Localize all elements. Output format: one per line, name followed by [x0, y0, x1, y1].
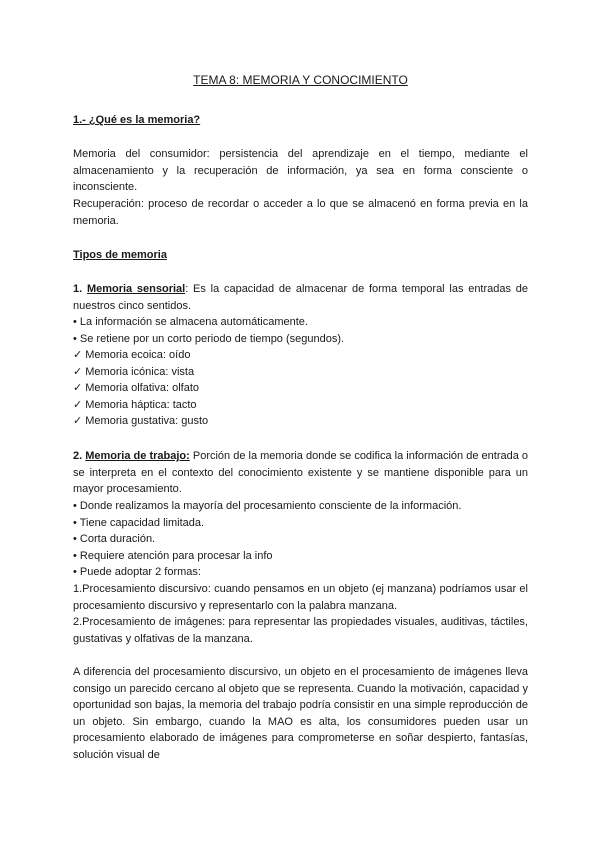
check-item: ✓ Memoria háptica: tacto	[73, 398, 197, 411]
list-item: • Puede adoptar 2 formas:	[73, 566, 201, 578]
term-memoria-trabajo: Memoria de trabajo:	[85, 450, 190, 462]
paragraph-memoria-sensorial	[73, 281, 528, 314]
trabajo-bullet-list	[73, 498, 528, 581]
sensorial-bullet-list	[73, 314, 528, 430]
list-item: • Donde realizamos la mayoría del procesamiento consciente de la información.	[73, 500, 462, 512]
list-item: • La información se almacena automáticamente.	[73, 316, 308, 328]
paragraph-memoria-consumidor: Memoria del consumidor: persistencia del aprendizaje en el tiempo, mediante el almacenamiento y la recuperación de información, ya sea en forma consciente o inconsciente.	[73, 148, 528, 193]
item-number: 1.	[73, 283, 87, 295]
section-heading-tipos: Tipos de memoria	[73, 249, 167, 261]
list-item: • Se retiene por un corto periodo de tiempo (segundos).	[73, 332, 345, 345]
forma-procesamiento-imagenes: 2.Procesamiento de imágenes: para representar las propiedades visuales, auditivas, táctiles, gustativas y olfativas de la manzana.	[73, 616, 528, 645]
term-memoria-sensorial: Memoria sensorial	[86, 283, 186, 295]
check-item: ✓ Memoria icónica: vista	[73, 365, 195, 378]
list-item: • Requiere atención para procesar la info	[73, 549, 273, 562]
check-item: ✓ Memoria ecoica: oído	[73, 349, 191, 361]
section-heading-memoria: 1.- ¿Qué es la memoria?	[73, 114, 201, 126]
paragraph-recuperacion: Recuperación: proceso de recordar o acceder a lo que se almacenó en forma previa en la memoria.	[73, 198, 528, 227]
definition-text: : Es la capacidad de almacenar de forma temporal las entradas de nuestros cinco sentidos.	[73, 283, 528, 312]
list-item: • Tiene capacidad limitada.	[73, 516, 205, 529]
check-item: ✓ Memoria gustativa: gusto	[73, 415, 209, 427]
list-item: • Corta duración.	[73, 533, 156, 545]
page-title: TEMA 8: MEMORIA Y CONOCIMIENTO	[193, 73, 408, 87]
forma-procesamiento-discursivo: 1.Procesamiento discursivo: cuando pensamos en un objeto (ej manzana) podríamos usar el procesamiento discursivo y representarlo con la palabra manzana.	[73, 583, 528, 612]
definition-text: Porción de la memoria donde se codifica la información de entrada o se interpreta en el contexto del conocimiento existente y se mantiene disponible para un mayor procesamiento.	[73, 450, 529, 495]
item-number: 2.	[73, 450, 86, 462]
paragraph-diferencia-procesamiento: A diferencia del procesamiento discursivo, un objeto en el procesamiento de imágenes lleva consigo un parecido cercano al objeto que se representa. Cuando la motivación, capacidad y oportunidad son bajas, la memoria del trabajo podría consistir en una simple reproducción de un objeto. Sin embargo, cuando la MAO es alta, los consumidores pueden usar un procesamiento elaborado de imágenes para comprometerse en soñar despierto, fantasías, solución visual de	[73, 666, 528, 761]
paragraph-memoria-trabajo	[73, 448, 528, 498]
check-item: ✓ Memoria olfativa: olfato	[73, 382, 199, 394]
